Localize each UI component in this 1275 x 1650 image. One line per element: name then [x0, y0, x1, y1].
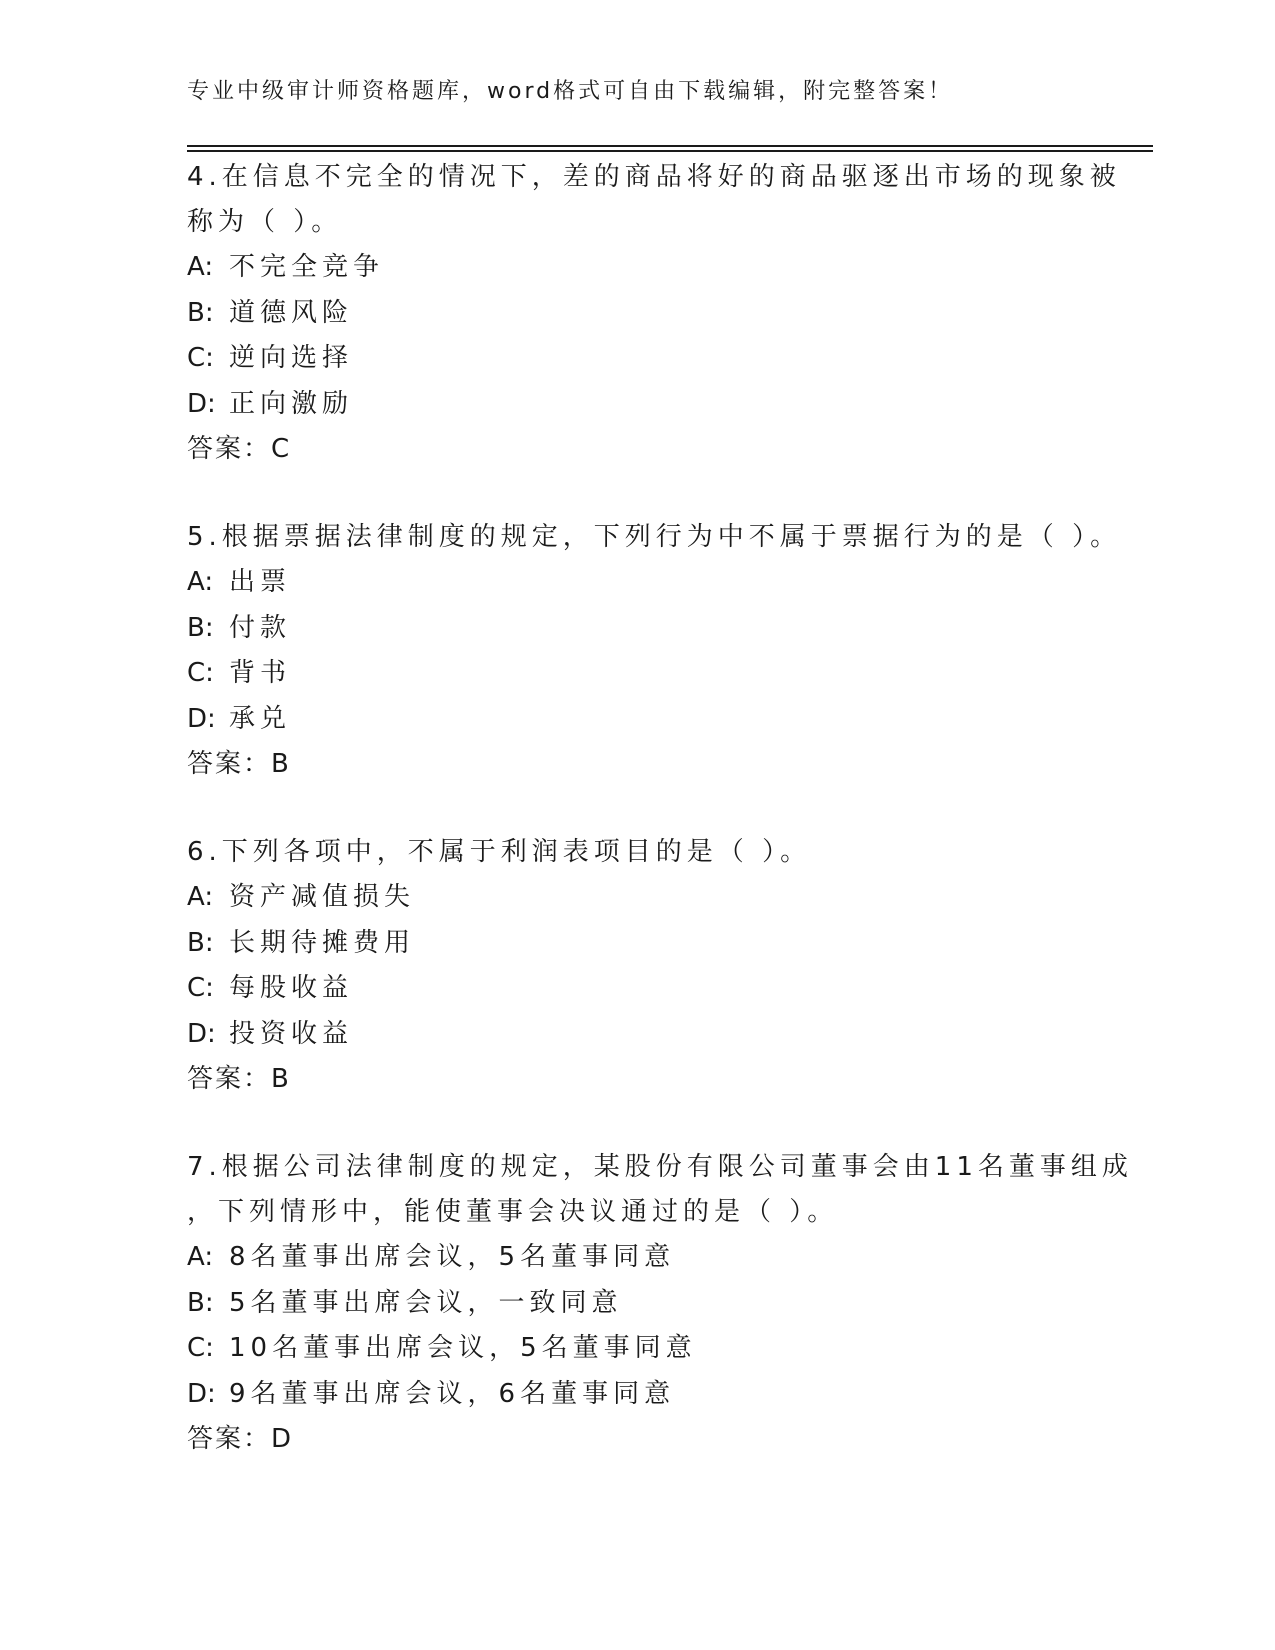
option-d — [187, 697, 1087, 743]
option-text: 8名董事出席会议，5名董事同意 — [229, 1242, 676, 1272]
option-letter: D: — [187, 703, 216, 734]
question-stem-line: 称为（ ）。 — [187, 207, 343, 237]
header-divider-bottom — [187, 150, 1153, 152]
option-letter: A: — [187, 882, 214, 912]
option-text: 承兑 — [229, 703, 292, 734]
option-c — [187, 966, 1087, 1012]
option-text: 不完全竞争 — [229, 252, 385, 282]
option-c — [187, 1326, 1087, 1372]
question-stem-line: 4.在信息不完全的情况下，差的商品将好的商品驱逐出市场的现象被 — [187, 162, 1121, 192]
option-a — [187, 245, 1087, 291]
answer-line — [187, 1417, 1087, 1462]
option-letter: C: — [187, 1333, 214, 1363]
option-b — [187, 606, 1087, 652]
option-text: 逆向选择 — [229, 343, 354, 373]
question-stem-line: 7.根据公司法律制度的规定，某股份有限公司董事会由11名董事组成 — [187, 1152, 1133, 1182]
answer-value: C — [271, 434, 290, 464]
answer-line — [187, 427, 1087, 472]
option-text: 付款 — [229, 612, 292, 643]
option-b — [187, 1281, 1087, 1327]
question-7 — [187, 1145, 1133, 1462]
option-letter: C: — [187, 973, 214, 1003]
option-letter: B: — [187, 927, 214, 958]
option-letter: A: — [187, 1242, 214, 1272]
option-c — [187, 651, 1087, 697]
question-stem-line: ，下列情形中，能使董事会决议通过的是（ ）。 — [187, 1197, 839, 1227]
option-a — [187, 875, 1087, 921]
answer-value: B — [271, 1064, 289, 1094]
option-letter: B: — [187, 1287, 214, 1318]
question-4 — [187, 155, 1121, 472]
header-divider-top — [187, 145, 1153, 147]
option-text: 正向激励 — [229, 388, 354, 419]
answer-label: 答案： — [187, 1064, 272, 1094]
option-a — [187, 560, 1087, 606]
option-letter: B: — [187, 612, 214, 643]
option-letter: D: — [187, 1018, 216, 1049]
option-a — [187, 1235, 1087, 1281]
option-letter: A: — [187, 567, 214, 597]
answer-line — [187, 1057, 1087, 1102]
option-d — [187, 382, 1087, 428]
option-b — [187, 291, 1087, 337]
option-letter: C: — [187, 343, 214, 373]
answer-label: 答案： — [187, 1424, 272, 1454]
option-text: 投资收益 — [229, 1018, 354, 1049]
option-letter: A: — [187, 252, 214, 282]
page-header-note: 专业中级审计师资格题库，word格式可自由下载编辑，附完整答案！ — [187, 79, 954, 104]
option-text: 道德风险 — [229, 297, 354, 328]
option-letter: C: — [187, 658, 214, 688]
option-d — [187, 1372, 1087, 1418]
option-letter: D: — [187, 1378, 216, 1409]
option-text: 10名董事出席会议，5名董事同意 — [229, 1333, 697, 1363]
answer-value: D — [271, 1424, 292, 1454]
question-stem-line: 6.下列各项中，不属于利润表项目的是（ ）。 — [187, 837, 812, 867]
option-text: 每股收益 — [229, 973, 354, 1003]
option-text: 9名董事出席会议，6名董事同意 — [229, 1378, 676, 1409]
answer-value: B — [271, 749, 289, 779]
question-5 — [187, 515, 1122, 787]
option-d — [187, 1012, 1087, 1058]
question-stem-line: 5.根据票据法律制度的规定，下列行为中不属于票据行为的是（ ）。 — [187, 522, 1122, 552]
answer-line — [187, 742, 1087, 787]
answer-label: 答案： — [187, 434, 272, 464]
option-c — [187, 336, 1087, 382]
option-letter: D: — [187, 388, 216, 419]
option-text: 背书 — [229, 658, 292, 688]
option-b — [187, 921, 1087, 967]
answer-label: 答案： — [187, 749, 272, 779]
question-6 — [187, 830, 1087, 1102]
option-text: 资产减值损失 — [229, 882, 416, 912]
option-text: 长期待摊费用 — [229, 927, 416, 958]
option-text: 出票 — [229, 567, 292, 597]
option-text: 5名董事出席会议，一致同意 — [229, 1287, 623, 1318]
option-letter: B: — [187, 297, 214, 328]
